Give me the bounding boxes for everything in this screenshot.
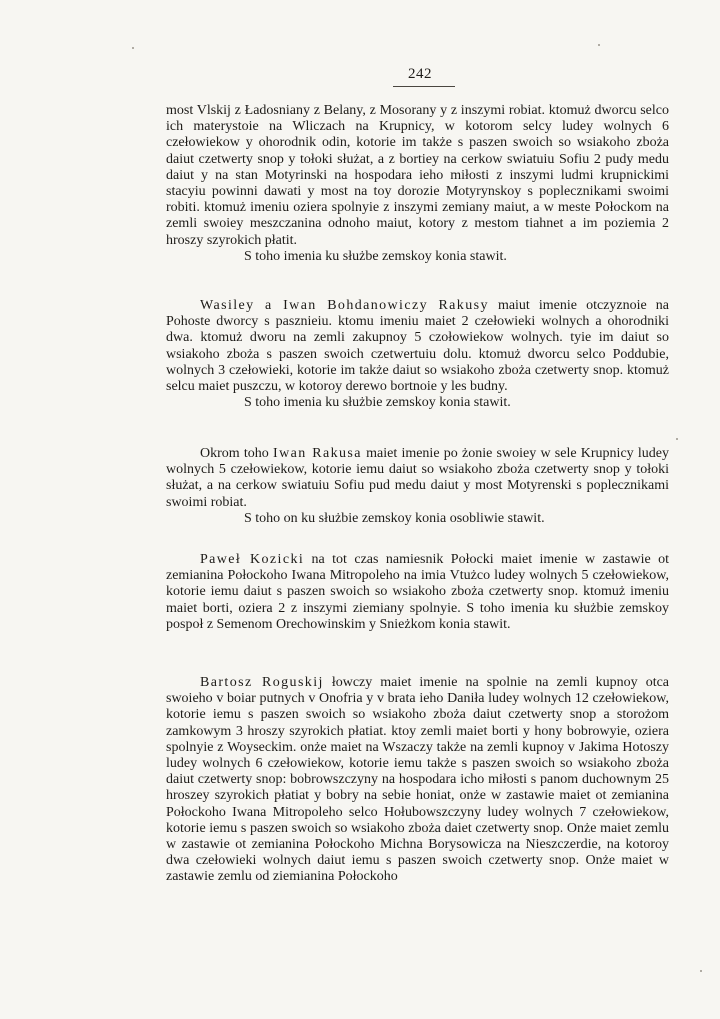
paragraph-3-closing: S toho on ku służbie zemskoy konia osobliwie stawit. xyxy=(244,510,545,526)
scan-speck xyxy=(132,47,134,49)
paragraph-5-name: Bartosz Roguskij xyxy=(200,675,324,690)
paragraph-1-body: most Vlskij z Ładosniany z Belany, z Mosorany y z inszymi robiat. ktomuż dworcu selco ich materystoie na Wliczach na Krupnicy, w kotorom selcy ludey wolnych 6 czełowiekow y ohorodnik odin, kotorie im także s paszen swoich so wsiakoho zboża daiut czetwerty snop y tołoki służat, a z bortiey na cerkow swiatuiu Sofiu 2 pudy medu daiut y na stan Motyrinski na hospodara ieho miłosti z inszymi ludmi krupnickimi stacyiu powinni dawati y most na toy dorozie Motyrynskoy s poplecznikami swoimi robiti. ktomuż imeniu oziera spolnyie z inszymi zemiany maiut, a w meste Połockom na zemli swoiey meszczanina odnoho maiut, kotory z mestom tiahnet a im poziemia 2 hroszy szyrokich płatit. xyxy=(166,103,669,248)
scan-speck xyxy=(598,44,600,46)
paragraph-2-text: maiut imenie otczyznoie na Pohoste dworcy s pasznieiu. ktomu imeniu maiet 2 czełowieki wolnych a ohorodniki dwa. ktomuż dworu na zemli zakupnoy 5 czołowiekow wolnych. tyie im daiut so wsiakoho zboża s paszen swoich czetwertuiu dolu. ktomuż dworcu selco Poddubie, wolnych 3 czełowieki, kotorie im także daiut so wsiakoho zboża czetwerty snop. ktomuż selcu maiet puszczu, w kotoroy derewo bortnoie y les budny. xyxy=(166,298,670,395)
paragraph-3-text: maiet imenie po żonie swoiey w sele Krupnicy ludey wolnych 5 czełowiekow, kotorie iemu daiut so wsiakoho zboża czetwerty snop y tołoki służat, a na cerkow swiatuiu Sofiu pud medu daiut y most Motyrenski s poplecznikami swoimi robiat. xyxy=(166,446,670,510)
scan-speck xyxy=(676,438,678,440)
paragraph-3 xyxy=(166,446,669,527)
page-number-rule xyxy=(393,86,455,87)
paragraph-3-body xyxy=(166,446,669,511)
paragraph-5 xyxy=(166,675,669,886)
paragraph-4 xyxy=(166,552,669,633)
paragraph-3-name: Iwan Rakusa xyxy=(273,446,362,461)
paragraph-2-body xyxy=(166,298,669,395)
paragraph-4-body xyxy=(166,552,669,633)
paragraph-2-name: Wasiley a Iwan Bohdanowiczy Rakusy xyxy=(200,298,489,313)
paragraph-1 xyxy=(166,103,669,265)
paragraph-1-closing: S toho imenia ku służbe zemskoy konia stawit. xyxy=(244,248,507,264)
paragraph-5-body xyxy=(166,675,669,886)
paragraph-2 xyxy=(166,298,669,411)
paragraph-2-closing: S toho imenia ku służbie zemskoy konia stawit. xyxy=(244,395,511,411)
page-number: 242 xyxy=(408,66,432,82)
scan-speck xyxy=(700,970,702,972)
paragraph-5-text: łowczy maiet imenie na spolnie na zemli kupnoy otca swoieho v boiar putnych v Onofria y v brata ieho Daniła ludey wolnych 12 czełowiekow, kotorie iemu s paszen swoich so wsiakoho zboża daiut czetwerty snop a storożom zamkowym 3 hroszy szyrokich płatiat. ktoy zemli maiet borti y hony bobrowyie, oziera spolnyie z Woyseckim. onże maiet na Wszaczy także na zemli kupnoy v Jakima Hotoszy ludey wolnych 6 czełowiekow, kotorie iemu także s paszen swoich so wsiakoho zboża daiut czetwerty snop: bobrowszczyny na hospodara icho miłosti s panom duchownym 25 hroszey szyrokich płatiat y bobry na sebie honiat, onże w zastawie maiet ot zemianina Połockoho Iwana Mitropoleho selco Hołubowszczyny ludey wolnych 7 czełowiekow, kotorie iemu s paszen swoich so wsiakoho zboża daiet czetwerty snop. Onże maiet zemlu w zastawie ot zemianina Połockoho Michna Borysowicza na Nieszczerdie, na kotoroy dwa czełowieki wolnych daiut iemu s paszen swoich czetwerty snop. Onże maiet w zastawie zemlu od ziemianina Połockoho xyxy=(166,675,670,885)
paragraph-4-name: Paweł Kozicki xyxy=(200,552,305,567)
paragraph-3-lead: Okrom toho xyxy=(200,446,274,461)
paragraph-4-text: na tot czas namiesnik Połocki maiet imenie w zastawie ot zemianina Połockoho Iwana Mitropoleho na imia Vtużco ludey wolnych 5 czełowiekow, kotorie iemu daiut s paszen swoich so wsiakoho zboża czetwerty snop. ktomuż imeniu maiet borti, oziera 2 z inszymi ziemiany spolnyie. S toho imenia ku służbie zemskoy pospoł z Semenom Orechowinskim y Snieżkom konia stawit. xyxy=(166,552,669,632)
